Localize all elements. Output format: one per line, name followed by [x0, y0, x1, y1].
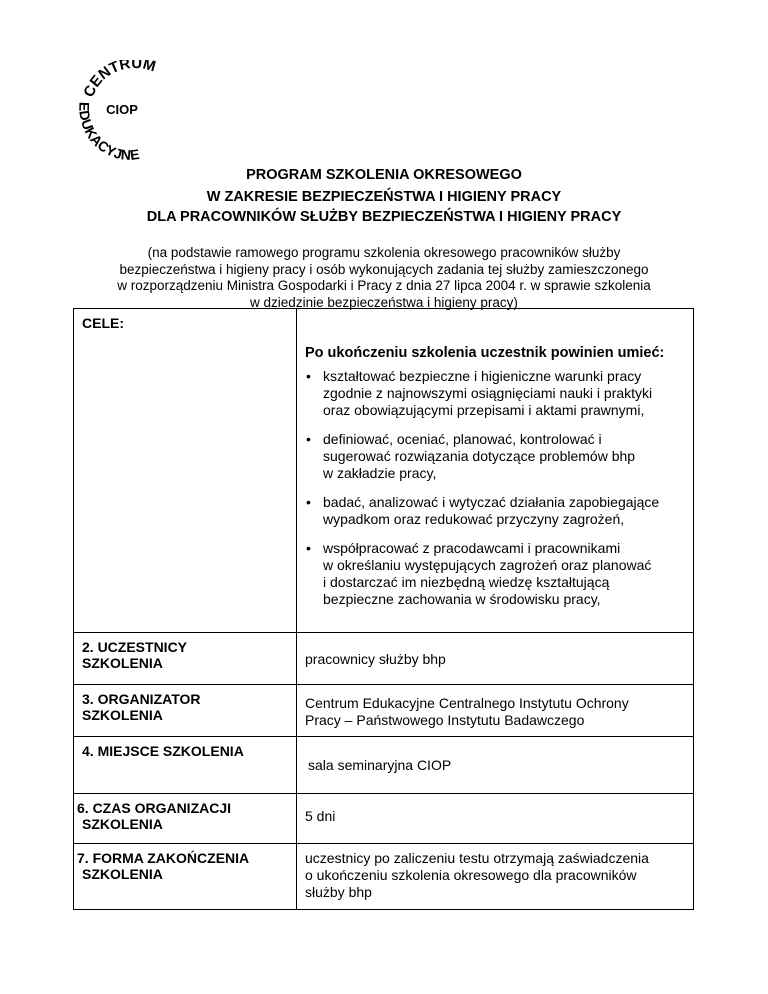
note-line: (na podstawie ramowego programu szkolenia okresowego pracowników służby	[147, 245, 621, 260]
cele-label-cell	[74, 309, 297, 633]
czas-value: 5 dni	[297, 794, 694, 844]
organizator-value: Centrum Edukacyjne Centralnego Instytutu Ochrony Pracy – Państwowego Instytutu Badawczego	[297, 685, 694, 737]
row-cele	[74, 309, 694, 633]
logo-center-text: CIOP	[106, 102, 138, 117]
goals-heading: Po ukończeniu szkolenia uczestnik powinien umieć:	[305, 345, 665, 361]
miejsce-label: 4. MIEJSCE SZKOLENIA	[74, 737, 297, 794]
row-uczestnicy	[74, 633, 694, 685]
program-table	[73, 308, 694, 910]
forma-label: 7. FORMA ZAKOŃCZENIA SZKOLENIA	[74, 844, 297, 910]
goal-item: • definiować, oceniać, planować, kontrolować i sugerować rozwiązania dotyczące problemów bhp w zakładzie pracy,	[305, 431, 685, 482]
note-line: w rozporządzeniu Ministra Gospodarki i Pracy z dnia 27 lipca 2004 r. w sprawie szkolenia	[117, 278, 651, 293]
row-czas	[74, 794, 694, 844]
cele-label: CELE:	[82, 315, 124, 331]
title-line-3: DLA PRACOWNIKÓW SŁUŻBY BEZPIECZEŃSTWA I HIGIENY PRACY	[146, 209, 622, 225]
note-line: bezpieczeństwa i higieny pracy i osób wykonujących zadania tej służby zamieszczonego	[119, 261, 649, 277]
note-line: w dziedzinie bezpieczeństwa i higieny pracy)	[250, 294, 518, 310]
title-line-2: W ZAKRESIE BEZPIECZEŃSTWA I HIGIENY PRACY	[206, 189, 562, 205]
goals-list	[305, 368, 685, 608]
goal-item: • badać, analizować i wytyczać działania zapobiegające wypadkom oraz redukować przyczyny zagrożeń,	[305, 494, 685, 528]
row-miejsce	[74, 737, 694, 794]
logo-arc-bottom-text: EDUKACYJNE	[76, 101, 141, 160]
organizator-label: 3. ORGANIZATOR SZKOLENIA	[74, 685, 297, 737]
uczestnicy-label: 2. UCZESTNICY SZKOLENIA	[74, 633, 297, 685]
uczestnicy-value: pracownicy służby bhp	[297, 633, 694, 685]
logo-arc-top-text: CENTRUM	[80, 60, 158, 100]
goal-item: • współpracować z pracodawcami i pracownikami w określaniu występujących zagrożeń oraz planować i dostarczać im niezbędną wiedzę kształtującą bezpieczne zachowania w środowisku pracy,	[305, 540, 685, 608]
forma-value: uczestnicy po zaliczeniu testu otrzymają zaświadczenia o ukończeniu szkolenia okresowego dla pracowników służby bhp	[297, 844, 694, 910]
goal-item: • kształtować bezpieczne i higieniczne warunki pracy zgodnie z najnowszymi osiągnięciami nauki i praktyki oraz obowiązującymi przepisami i aktami prawnymi,	[305, 368, 685, 419]
logo-emblem	[70, 60, 190, 160]
czas-label: 6. CZAS ORGANIZACJI SZKOLENIA	[74, 794, 297, 844]
row-forma	[74, 844, 694, 910]
legal-basis-note	[90, 245, 678, 311]
title-line-1: PROGRAM SZKOLENIA OKRESOWEGO	[246, 167, 522, 183]
centrum-edukacyjne-ciop-logo	[70, 60, 190, 160]
row-organizator	[74, 685, 694, 737]
miejsce-value: sala seminaryjna CIOP	[297, 737, 694, 794]
cele-content-cell	[297, 309, 694, 633]
